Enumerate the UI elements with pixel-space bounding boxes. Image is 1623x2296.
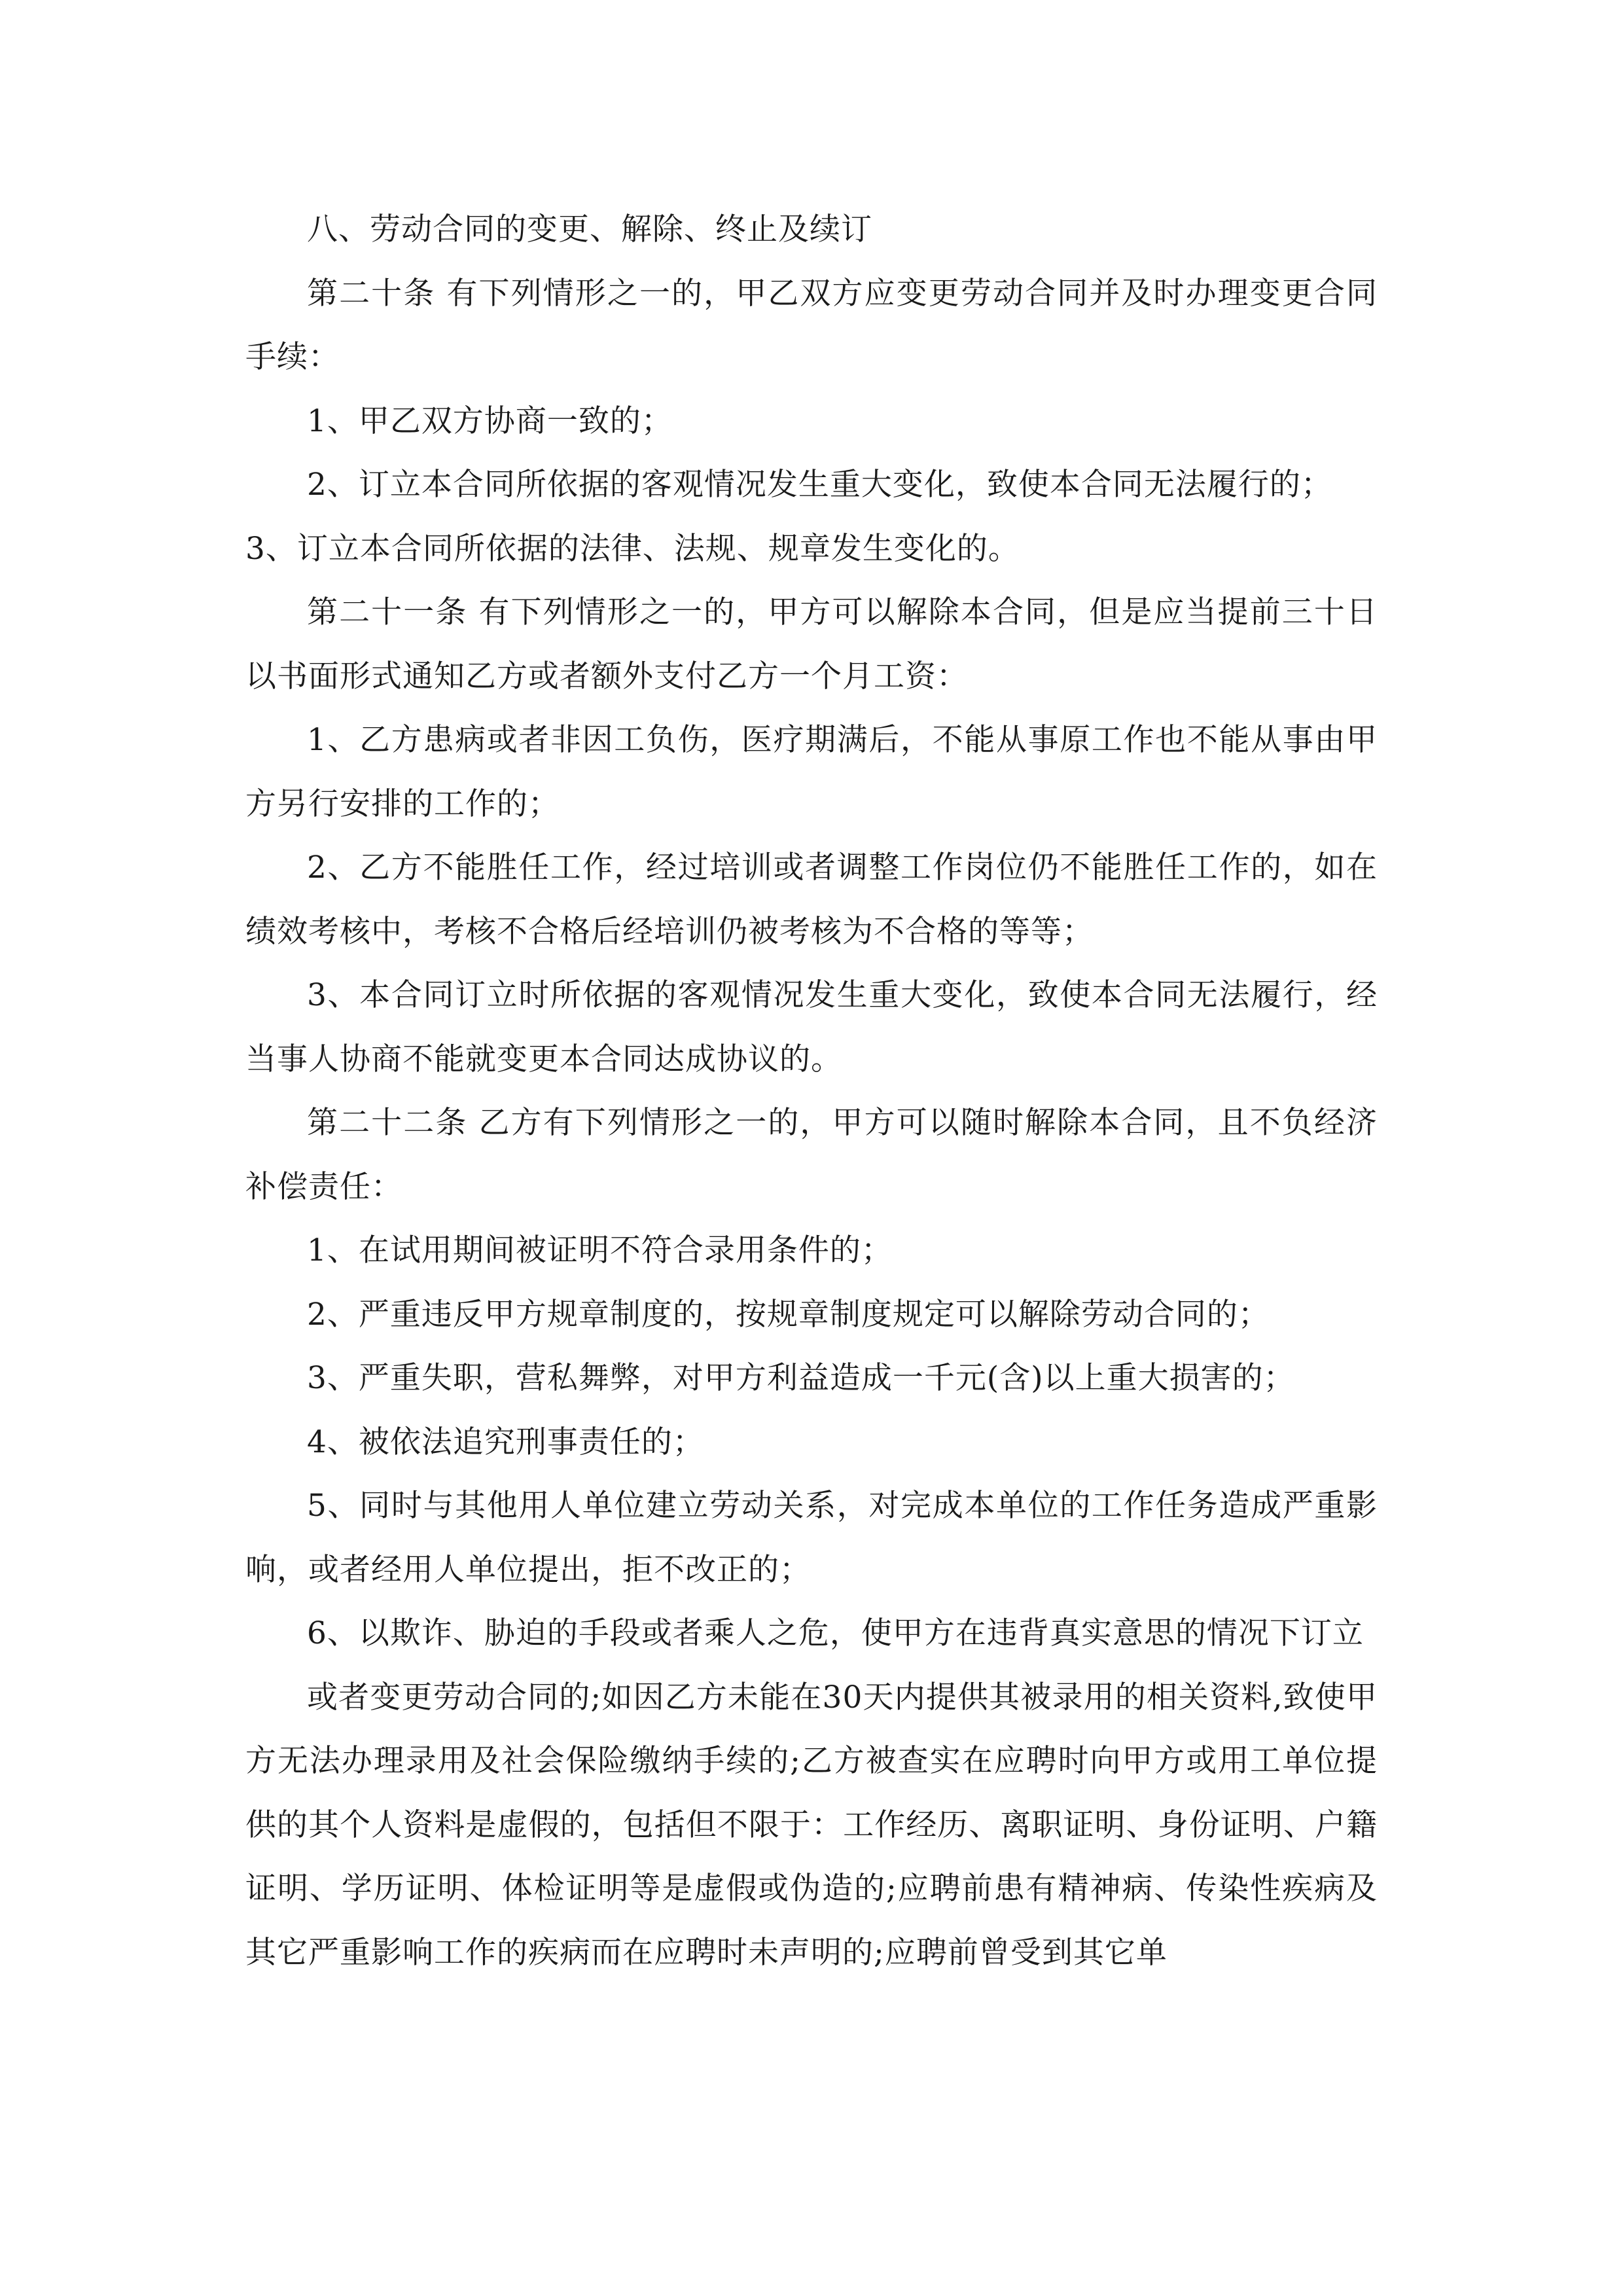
- article-21-item-2: 2、乙方不能胜任工作，经过培训或者调整工作岗位仍不能胜任工作的，如在绩效考核中，考核不合格后经培训仍被考核为不合格的等等；: [245, 850, 1378, 950]
- article-22-item-6-continued: 或者变更劳动合同的;如因乙方未能在30天内提供其被录用的相关资料,致使甲方无法办理录用及社会保险缴纳手续的;乙方被查实在应聘时向甲方或用工单位提供的其个人资料是虚假的，包括但不限于：工作经历、离职证明、身份证明、户籍证明、学历证明、体检证明等是虚假或伪造的;应聘前患有精神病、传染性疾病及其它严重影响工作的疾病而在应聘时未声明的;应聘前曾受到其它单: [245, 1679, 1378, 1971]
- article-20-item-1: 1、甲乙双方协商一致的；: [307, 403, 673, 439]
- article-22-item-6: 6、以欺诈、胁迫的手段或者乘人之危，使甲方在违背真实意思的情况下订立: [307, 1615, 1364, 1651]
- article-21-item-1: 1、乙方患病或者非因工负伤，医疗期满后，不能从事原工作也不能从事由甲方另行安排的工作的；: [245, 722, 1378, 822]
- article-20-item-3: 3、订立本合同所依据的法律、法规、规章发生变化的。: [245, 530, 1020, 567]
- article-21: 第二十一条 有下列情形之一的，甲方可以解除本合同，但是应当提前三十日以书面形式通知乙方或者额外支付乙方一个月工资：: [245, 594, 1378, 694]
- article-22: 第二十二条 乙方有下列情形之一的，甲方可以随时解除本合同，且不负经济补偿责任：: [245, 1105, 1378, 1205]
- article-20: 第二十条 有下列情形之一的，甲乙双方应变更劳动合同并及时办理变更合同手续：: [245, 275, 1378, 375]
- article-21-item-3: 3、本合同订立时所依据的客观情况发生重大变化，致使本合同无法履行，经当事人协商不能就变更本合同达成协议的。: [245, 977, 1378, 1077]
- article-22-item-1: 1、在试用期间被证明不符合录用条件的；: [307, 1232, 893, 1268]
- article-20-item-2: 2、订立本合同所依据的客观情况发生重大变化，致使本合同无法履行的；: [307, 467, 1332, 503]
- article-22-item-3: 3、严重失职，营私舞弊，对甲方利益造成一千元(含)以上重大损害的；: [307, 1360, 1295, 1396]
- document-body: [245, 198, 1378, 1984]
- article-22-item-5: 5、同时与其他用人单位建立劳动关系，对完成本单位的工作任务造成严重影响，或者经用人单位提出，拒不改正的；: [245, 1488, 1378, 1588]
- article-22-item-4: 4、被依法追究刑事责任的；: [307, 1424, 704, 1460]
- section-heading: 八、劳动合同的变更、解除、终止及续订: [307, 211, 872, 247]
- article-22-item-2: 2、严重违反甲方规章制度的，按规章制度规定可以解除劳动合同的；: [307, 1296, 1270, 1333]
